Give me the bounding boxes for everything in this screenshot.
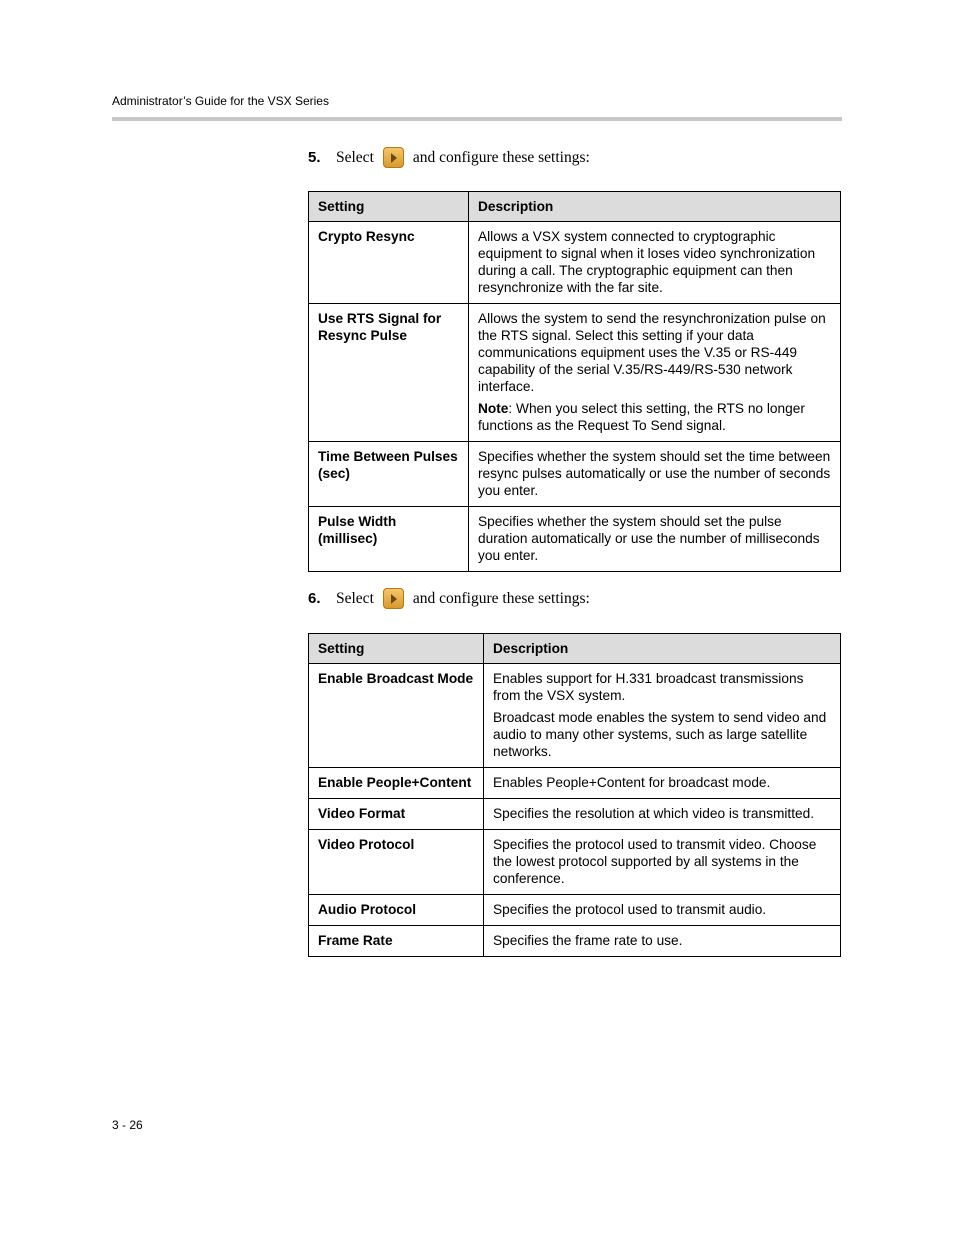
description-text: Enables support for H.331 broadcast transmissions from the VSX system. <box>493 671 804 703</box>
setting-description: Allows a VSX system connected to cryptographic equipment to signal when it loses video synchronization during a call. The cryptographic equipment can then resynchronize with the far site. <box>469 222 841 304</box>
step-text-before: Select <box>336 148 374 166</box>
table-header-row <box>309 192 841 222</box>
column-header-description: Description <box>484 634 841 664</box>
step-text-after: and configure these settings: <box>412 148 590 166</box>
table-row <box>309 507 841 572</box>
table-row <box>309 768 841 799</box>
step-6-settings-table <box>308 633 841 957</box>
setting-name: Enable People+Content <box>309 768 484 799</box>
description-text-2: Broadcast mode enables the system to send video and audio to many other systems, such as large satellite networks. <box>493 710 827 759</box>
right-arrow-button-icon <box>383 588 404 609</box>
table-row <box>309 895 841 926</box>
setting-description: Specifies whether the system should set the time between resync pulses automatically or use the number of seconds you enter. <box>469 442 841 507</box>
setting-description: Enables People+Content for broadcast mode. <box>484 768 841 799</box>
table-row <box>309 926 841 957</box>
table-row <box>309 442 841 507</box>
header-rule <box>112 117 842 121</box>
column-header-description: Description <box>469 192 841 222</box>
setting-description: Specifies whether the system should set the pulse duration automatically or use the number of milliseconds you enter. <box>469 507 841 572</box>
step-text-after: and configure these settings: <box>412 589 590 607</box>
setting-name: Pulse Width (millisec) <box>309 507 469 572</box>
setting-description: Specifies the protocol used to transmit audio. <box>484 895 841 926</box>
table-row <box>309 830 841 895</box>
setting-name: Frame Rate <box>309 926 484 957</box>
setting-description: Specifies the resolution at which video is transmitted. <box>484 799 841 830</box>
column-header-setting: Setting <box>309 192 469 222</box>
description-note <box>478 400 831 434</box>
step-number: 5. <box>308 149 321 166</box>
setting-description <box>469 304 841 442</box>
table-header-row <box>309 634 841 664</box>
setting-description: Specifies the protocol used to transmit video. Choose the lowest protocol supported by all systems in the conference. <box>484 830 841 895</box>
step-5-settings-table <box>308 191 841 572</box>
right-arrow-button-icon <box>383 147 404 168</box>
setting-name: Time Between Pulses (sec) <box>309 442 469 507</box>
step-5-instruction <box>308 147 590 168</box>
setting-name: Crypto Resync <box>309 222 469 304</box>
setting-description <box>484 664 841 768</box>
table-row <box>309 222 841 304</box>
table-row <box>309 664 841 768</box>
step-number: 6. <box>308 590 321 607</box>
setting-name: Enable Broadcast Mode <box>309 664 484 768</box>
setting-name: Video Format <box>309 799 484 830</box>
step-text-before: Select <box>336 589 374 607</box>
setting-name: Audio Protocol <box>309 895 484 926</box>
setting-description: Specifies the frame rate to use. <box>484 926 841 957</box>
note-label: Note <box>478 401 509 416</box>
step-6-instruction <box>308 588 590 609</box>
table-row <box>309 799 841 830</box>
page-number: 3 - 26 <box>112 1118 143 1132</box>
running-header: Administrator’s Guide for the VSX Series <box>112 94 329 108</box>
setting-name: Use RTS Signal for Resync Pulse <box>309 304 469 442</box>
note-text: : When you select this setting, the RTS no longer functions as the Request To Send signal. <box>478 401 805 433</box>
table-row <box>309 304 841 442</box>
setting-name: Video Protocol <box>309 830 484 895</box>
description-text: Allows the system to send the resynchronization pulse on the RTS signal. Select this setting if your data communications equipment uses the V.35 or RS-449 capability of the serial V.35/RS-449/RS-530 network interface. <box>478 311 826 394</box>
column-header-setting: Setting <box>309 634 484 664</box>
